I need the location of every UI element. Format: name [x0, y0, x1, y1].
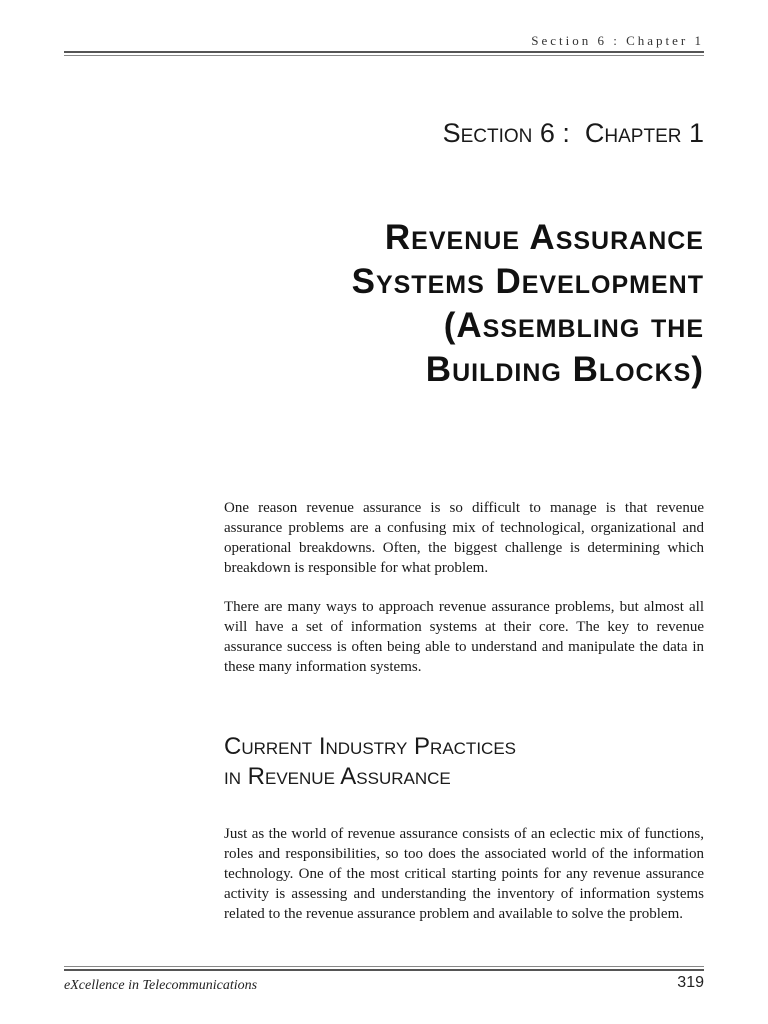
- intro-paragraph: One reason revenue assurance is so difficult to manage is that revenue assurance problems are a confusing mix of technological, organizational and operational breakdowns. Often, the biggest challenge is determining which breakdown is responsible for what problem.: [224, 500, 704, 576]
- chapter-title-line: (Assembling the: [443, 306, 704, 345]
- footer-publication-title: eXcellence in Telecommunications: [64, 978, 258, 993]
- chapter-title-line: Building Blocks): [425, 350, 704, 389]
- running-head: Section 6 : Chapter 1: [531, 33, 704, 48]
- page-number: 319: [677, 974, 704, 991]
- chapter-label-text: Chapter 1: [584, 118, 704, 148]
- chapter-title: [184, 216, 704, 392]
- subheading-line: Current Industry Practices: [224, 733, 516, 760]
- header-rule: [64, 51, 704, 56]
- intro-paragraph: There are many ways to approach revenue assurance problems, but almost all will have a set of information systems at their core. The key to revenue assurance success is often being able to understand and manipulate the data in these many information systems.: [224, 599, 704, 675]
- section-label-text: Section 6 :: [442, 118, 570, 148]
- section-paragraph: Just as the world of revenue assurance consists of an eclectic mix of functions, roles and responsibilities, so too does the associated world of the information technology. One of the most critical starting points for any revenue assurance activity is assessing and understanding the inventory of information systems related to the revenue assurance problem and available to solve the problem.: [224, 826, 704, 922]
- section-chapter-label: [443, 118, 704, 149]
- footer-rule: [64, 966, 704, 971]
- chapter-title-line: Revenue Assurance: [384, 218, 704, 257]
- subheading-line: in Revenue Assurance: [224, 763, 451, 790]
- chapter-title-line: Systems Development: [351, 262, 704, 301]
- section-subheading: [224, 732, 704, 792]
